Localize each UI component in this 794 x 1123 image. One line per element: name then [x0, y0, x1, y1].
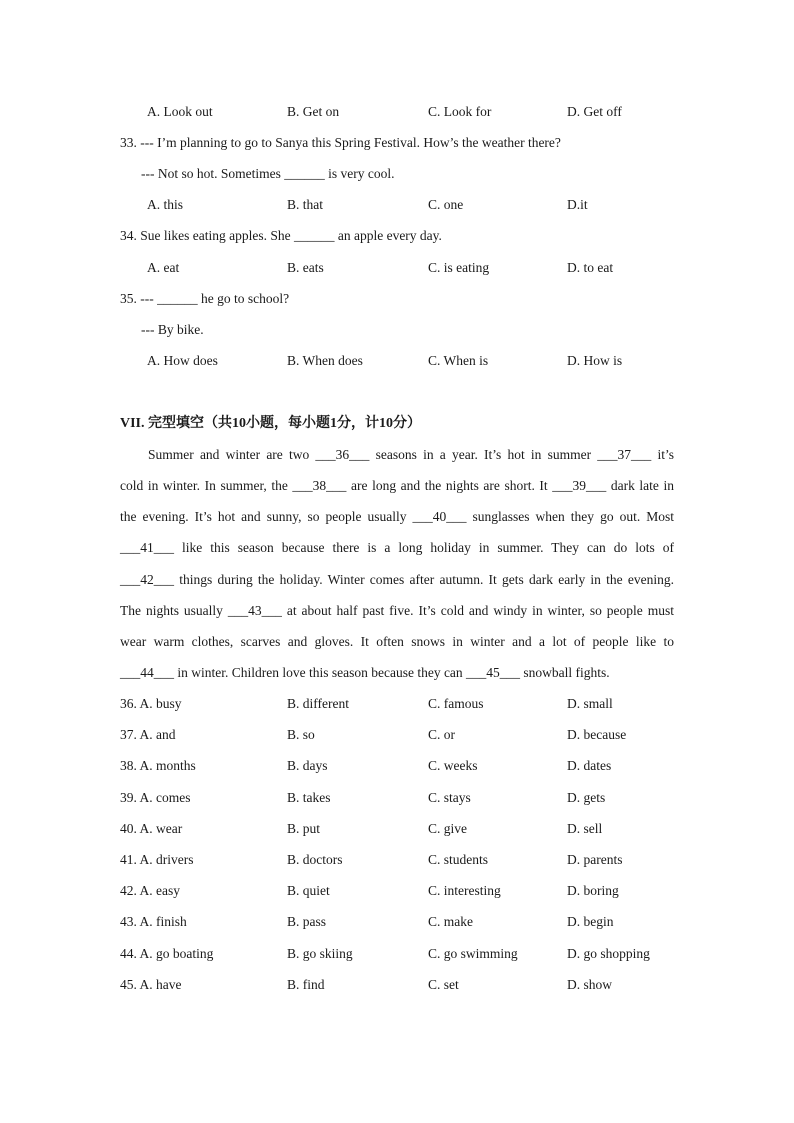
- cloze-q37-option-d: D. because: [567, 727, 627, 742]
- cloze-q36-option-d: D. small: [567, 696, 613, 711]
- passage-line: The nights usually ___43___ at about half past five. It’s cold and windy in winter, so people must: [120, 603, 674, 618]
- cloze-q38-option-a: 38. A. months: [120, 758, 196, 773]
- q32-option-c: C. Look for: [428, 104, 492, 119]
- q33-stem: 33. --- I’m planning to go to Sanya this Spring Festival. How’s the weather there?: [120, 135, 561, 150]
- passage-line: cold in winter. In summer, the ___38___ are long and the nights are short. It ___39___ dark late in: [120, 478, 674, 493]
- cloze-q44-option-b: B. go skiing: [287, 946, 353, 961]
- cloze-q40-option-c: C. give: [428, 821, 467, 836]
- cloze-q36-option-a: 36. A. busy: [120, 696, 182, 711]
- q35-reply: --- By bike.: [141, 322, 204, 337]
- q33-reply: --- Not so hot. Sometimes ______ is very cool.: [141, 166, 395, 181]
- cloze-q37-option-c: C. or: [428, 727, 455, 742]
- q35-option-b: B. When does: [287, 353, 363, 368]
- q34-option-b: B. eats: [287, 260, 324, 275]
- cloze-q39-option-b: B. takes: [287, 790, 331, 805]
- passage-line: ___42___ things during the holiday. Winter comes after autumn. It gets dark early in the evening.: [120, 572, 674, 587]
- q33-option-b: B. that: [287, 197, 323, 212]
- cloze-q44-option-d: D. go shopping: [567, 946, 650, 961]
- cloze-q37-option-b: B. so: [287, 727, 315, 742]
- cloze-q38-option-d: D. dates: [567, 758, 612, 773]
- cloze-q41-option-d: D. parents: [567, 852, 623, 867]
- cloze-q42-option-a: 42. A. easy: [120, 883, 180, 898]
- cloze-q41-option-c: C. students: [428, 852, 489, 867]
- passage-line: ___44___ in winter. Children love this season because they can ___45___ snowball fights.: [120, 665, 610, 680]
- cloze-q39-option-d: D. gets: [567, 790, 606, 805]
- cloze-q36-option-c: C. famous: [428, 696, 484, 711]
- passage-line: ___41___ like this season because there is a long holiday in summer. They can do lots of: [120, 540, 674, 555]
- q33-option-c: C. one: [428, 197, 464, 212]
- q33-option-d: D.it: [567, 197, 588, 212]
- cloze-q44-option-c: C. go swimming: [428, 946, 518, 961]
- cloze-q43-option-a: 43. A. finish: [120, 914, 187, 929]
- cloze-q37-option-a: 37. A. and: [120, 727, 176, 742]
- cloze-q43-option-d: D. begin: [567, 914, 614, 929]
- passage-line: Summer and winter are two ___36___ seasons in a year. It’s hot in summer ___37___ it’s: [148, 447, 674, 462]
- passage-line: the evening. It’s hot and sunny, so people usually ___40___ sunglasses when they go out. Most: [120, 509, 674, 524]
- cloze-q42-option-c: C. interesting: [428, 883, 501, 898]
- q35-option-d: D. How is: [567, 353, 623, 368]
- q35-option-a: A. How does: [147, 353, 218, 368]
- q32-option-d: D. Get off: [567, 104, 622, 119]
- q34-option-d: D. to eat: [567, 260, 614, 275]
- cloze-q39-option-c: C. stays: [428, 790, 471, 805]
- q34-option-a: A. eat: [147, 260, 180, 275]
- q35-stem: 35. --- ______ he go to school?: [120, 291, 290, 306]
- q34-option-c: C. is eating: [428, 260, 490, 275]
- cloze-q40-option-d: D. sell: [567, 821, 603, 836]
- cloze-q41-option-b: B. doctors: [287, 852, 343, 867]
- passage-line: wear warm clothes, scarves and gloves. It often snows in winter and a lot of people like to: [120, 634, 674, 649]
- cloze-q44-option-a: 44. A. go boating: [120, 946, 214, 961]
- cloze-q42-option-b: B. quiet: [287, 883, 330, 898]
- cloze-q45-option-b: B. find: [287, 977, 325, 992]
- cloze-q36-option-b: B. different: [287, 696, 349, 711]
- cloze-q45-option-c: C. set: [428, 977, 459, 992]
- cloze-q41-option-a: 41. A. drivers: [120, 852, 194, 867]
- cloze-q43-option-c: C. make: [428, 914, 473, 929]
- q33-option-a: A. this: [147, 197, 184, 212]
- q32-option-a: A. Look out: [147, 104, 213, 119]
- cloze-q45-option-d: D. show: [567, 977, 613, 992]
- cloze-q38-option-c: C. weeks: [428, 758, 478, 773]
- cloze-q39-option-a: 39. A. comes: [120, 790, 191, 805]
- q34-stem: 34. Sue likes eating apples. She ______ an apple every day.: [120, 228, 442, 243]
- cloze-q43-option-b: B. pass: [287, 914, 327, 929]
- q32-option-b: B. Get on: [287, 104, 340, 119]
- section-title: VII. 完型填空（共10小题，每小题1分，计10分）: [120, 416, 422, 431]
- q35-option-c: C. When is: [428, 353, 489, 368]
- cloze-q40-option-a: 40. A. wear: [120, 821, 183, 836]
- cloze-q38-option-b: B. days: [287, 758, 328, 773]
- cloze-q42-option-d: D. boring: [567, 883, 619, 898]
- cloze-q45-option-a: 45. A. have: [120, 977, 182, 992]
- cloze-q40-option-b: B. put: [287, 821, 321, 836]
